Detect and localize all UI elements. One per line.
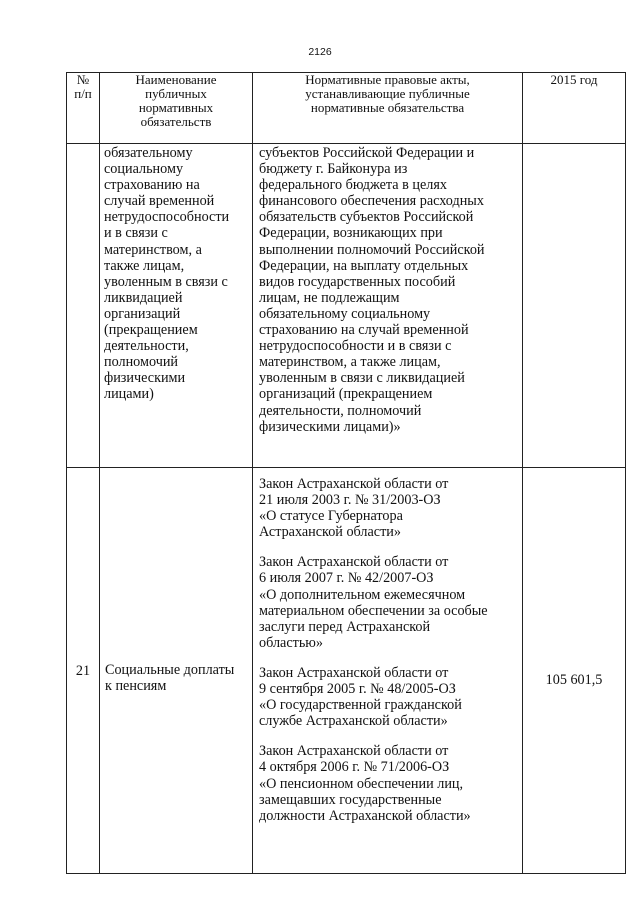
header-acts (253, 73, 523, 144)
cell-text-line: лицам, не подлежащим (259, 289, 400, 306)
header-name (100, 73, 253, 144)
cell-text-line: бюджету г. Байконура из (259, 161, 408, 178)
cell-text-line: обязательному (104, 145, 193, 161)
cell-text-line: Социальные доплаты (105, 661, 235, 678)
cell-text-line: случай временной (104, 193, 215, 210)
cell-text-line: полномочий (104, 354, 179, 371)
cell-text-line: деятельности, полномочий (259, 402, 422, 419)
obligations-table (66, 72, 626, 874)
cell-text-line: уволенным в связи с ликвидацией (259, 370, 465, 387)
cell-text-line: физическими (104, 370, 186, 387)
cell-text-line: материнством, а (104, 241, 202, 258)
cell-text-line: обязательному социальному (259, 305, 431, 322)
cell-text-line: нетрудоспособности (104, 209, 230, 226)
law-text-line: 9 сентября 2005 г. № 48/2005-ОЗ (259, 681, 456, 698)
header-num-line: № (76, 72, 90, 87)
cell-text-line: финансового обеспечения расходных (259, 193, 484, 210)
law-text-line: Закон Астраханской области от (259, 554, 449, 571)
cell-text-line: также лицам, (104, 257, 185, 274)
row-acts-cell (253, 144, 523, 468)
header-num-line: п/п (74, 86, 92, 101)
law-text-line: замещавших государственные (259, 791, 442, 808)
cell-text-line: деятельности, (104, 338, 189, 355)
law-text-line: Астраханской области» (259, 524, 401, 541)
law-text-line: Закон Астраханской области от (259, 476, 449, 492)
row-name-cell (100, 144, 253, 468)
header-num (67, 73, 100, 144)
law-text-line: 4 октября 2006 г. № 71/2006-ОЗ (259, 759, 450, 776)
law-text-line: «О пенсионном обеспечении лиц, (259, 775, 464, 792)
law-reference (259, 743, 522, 823)
header-name-line: нормативных (138, 100, 214, 115)
law-text-line: «О дополнительном ежемесячном (259, 586, 466, 603)
cell-text-line: материнством, а также лицам, (259, 354, 441, 371)
cell-text-line: ликвидацией (104, 289, 183, 306)
law-text-line: Закон Астраханской области от (259, 664, 449, 681)
cell-text-line: Федерации, на выплату отдельных (259, 257, 469, 274)
law-reference (259, 665, 522, 729)
law-text-line: службе Астраханской области» (259, 713, 448, 730)
header-name-line: обязательств (140, 114, 212, 129)
cell-text-line: уволенным в связи с (104, 273, 228, 290)
cell-text-line: организаций (104, 305, 181, 322)
row-num-cell: 21 (67, 468, 100, 874)
cell-text-line: федерального бюджета в целях (259, 177, 447, 194)
table-header-row (67, 73, 626, 144)
cell-text-line: социальному (104, 161, 184, 178)
law-text-line: заслуги перед Астраханской (259, 618, 431, 635)
header-acts-line: Нормативные правовые акты, (305, 72, 470, 87)
row-num-cell (67, 144, 100, 468)
law-reference (259, 476, 522, 540)
law-text-line: Закон Астраханской области от (259, 743, 449, 760)
header-year-label: 2015 год (550, 72, 598, 87)
table-row (67, 468, 626, 874)
cell-text-line: организаций (прекращением (259, 386, 433, 403)
cell-text-line: выполнении полномочий Российской (259, 241, 485, 258)
header-name-line: публичных (145, 86, 207, 101)
row-acts-cell (253, 468, 523, 874)
cell-text-line: лицами) (104, 386, 154, 403)
law-text-line: 6 июля 2007 г. № 42/2007-ОЗ (259, 570, 434, 587)
cell-text-line: нетрудоспособности и в связи с (259, 338, 452, 355)
row-name-cell (100, 468, 253, 874)
cell-text-line: к пенсиям (105, 678, 167, 694)
header-year (523, 73, 626, 144)
cell-text-line: страхованию на (104, 177, 200, 194)
law-text-line: «О статусе Губернатора (259, 508, 403, 525)
cell-text-line: страхованию на случай временной (259, 322, 469, 339)
law-text-line: должности Астраханской области» (259, 807, 471, 824)
table-row (67, 144, 626, 468)
header-acts-line: устанавливающие публичные (305, 86, 470, 101)
row-amount-cell (523, 144, 626, 468)
cell-text-line: физическими лицами)» (259, 418, 401, 435)
header-acts-line: нормативные обязательства (310, 100, 465, 115)
row-amount-cell: 105 601,5 (523, 468, 626, 874)
cell-text-line: обязательств субъектов Российской (259, 209, 474, 226)
cell-text-line: субъектов Российской Федерации и (259, 145, 475, 161)
law-text-line: материальном обеспечении за особые (259, 602, 488, 619)
cell-text-line: Федерации, возникающих при (259, 225, 443, 242)
cell-text-line: (прекращением (104, 322, 198, 339)
law-text-line: 21 июля 2003 г. № 31/2003-ОЗ (259, 492, 441, 509)
cell-text-line: и в связи с (104, 225, 168, 242)
law-reference (259, 554, 522, 651)
header-name-line: Наименование (135, 72, 217, 87)
page-number: 2126 (308, 46, 332, 58)
law-text-line: областью» (259, 634, 323, 651)
law-text-line: «О государственной гражданской (259, 697, 462, 714)
cell-text-line: видов государственных пособий (259, 273, 456, 290)
